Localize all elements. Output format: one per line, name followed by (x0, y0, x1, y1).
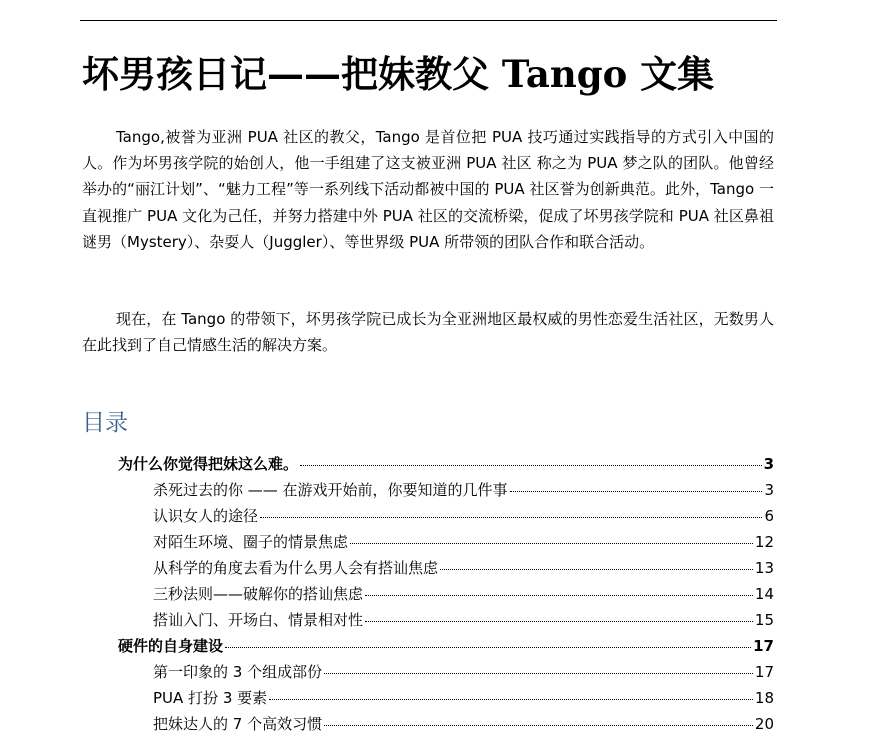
toc-dot-leader (365, 621, 753, 622)
toc-page-number[interactable]: 12 (754, 533, 774, 551)
toc-entry-chapter[interactable] (118, 633, 774, 659)
toc-dot-leader (324, 673, 753, 674)
toc-page-number[interactable]: 6 (764, 507, 774, 525)
toc-page-number[interactable]: 3 (763, 455, 774, 473)
toc-entry-title[interactable]: 三秒法则——破解你的搭讪焦虑 (153, 585, 364, 603)
toc-dot-leader (260, 517, 762, 518)
toc-entry-title[interactable]: 对陌生环境、圈子的情景焦虑 (153, 533, 349, 551)
toc-page-number[interactable]: 17 (753, 637, 774, 655)
toc-entry-title[interactable]: 从科学的角度去看为什么男人会有搭讪焦虑 (153, 559, 439, 577)
toc-entry-section[interactable] (118, 711, 774, 737)
toc-page-number[interactable]: 13 (754, 559, 774, 577)
toc-page-number[interactable]: 3 (764, 481, 774, 499)
intro-paragraph: Tango,被誉为亚洲 PUA 社区的教父，Tango 是首位把 PUA 技巧通过实践指导的方式引入中国的人。作为坏男孩学院的始创人，他一手组建了这支被亚洲 PUA 社区 称之为 PUA 梦之队的团队。他曾经举办的“丽江计划”、“魅力工程”等一系列线下活动都被中国的 PUA 社区誉为创新典范。此外，Tango 一直视推广 PUA 文化为己任，并努力搭建中外 PUA 社区的交流桥梁，促成了坏男孩学院和 PUA 社区鼻祖谜男（Mystery）、杂耍人（Juggler）、等世界级 PUA 所带领的团队合作和联合活动。 (82, 128, 774, 251)
intro-paragraph-2: 现在，在 Tango 的带领下，坏男孩学院已成长为全亚洲地区最权威的男性恋爱生活社区，无数男人在此找到了自己情感生活的解决方案。 (82, 310, 774, 355)
toc-entry-section[interactable] (118, 659, 774, 685)
table-of-contents (118, 451, 774, 737)
toc-dot-leader (225, 647, 751, 648)
toc-page-number[interactable]: 20 (754, 715, 774, 733)
document-title: 坏男孩日记——把妹教父 Tango 文集 (82, 52, 715, 96)
toc-entry-title[interactable]: 搭讪入门、开场白、情景相对性 (153, 611, 364, 629)
toc-entry-section[interactable] (118, 581, 774, 607)
toc-entry-title[interactable]: 杀死过去的你 —— 在游戏开始前，你要知道的几件事 (153, 481, 508, 499)
toc-page-number[interactable]: 15 (754, 611, 774, 629)
toc-entry-title[interactable]: 硬件的自身建设 (118, 637, 224, 655)
toc-page-number[interactable]: 14 (754, 585, 774, 603)
toc-entry-section[interactable] (118, 607, 774, 633)
toc-entry-title[interactable]: 认识女人的途径 (153, 507, 259, 525)
toc-entry-title[interactable]: 把妹达人的 7 个高效习惯 (153, 715, 323, 733)
toc-dot-leader (350, 543, 753, 544)
toc-entry-section[interactable] (118, 477, 774, 503)
toc-dot-leader (365, 595, 753, 596)
header-rule (80, 20, 777, 21)
toc-entry-title[interactable]: PUA 打扮 3 要素 (153, 689, 268, 707)
toc-entry-section[interactable] (118, 685, 774, 711)
toc-entry-section[interactable] (118, 555, 774, 581)
toc-page-number[interactable]: 18 (754, 689, 774, 707)
toc-heading: 目录 (82, 410, 128, 436)
toc-dot-leader (440, 569, 753, 570)
toc-entry-chapter[interactable] (118, 451, 774, 477)
toc-dot-leader (269, 699, 753, 700)
toc-entry-title[interactable]: 第一印象的 3 个组成部份 (153, 663, 323, 681)
toc-dot-leader (510, 491, 763, 492)
toc-entry-section[interactable] (118, 503, 774, 529)
toc-page-number[interactable]: 17 (754, 663, 774, 681)
toc-entry-section[interactable] (118, 529, 774, 555)
toc-dot-leader (300, 465, 762, 466)
toc-entry-title[interactable]: 为什么你觉得把妹这么难。 (118, 455, 299, 473)
